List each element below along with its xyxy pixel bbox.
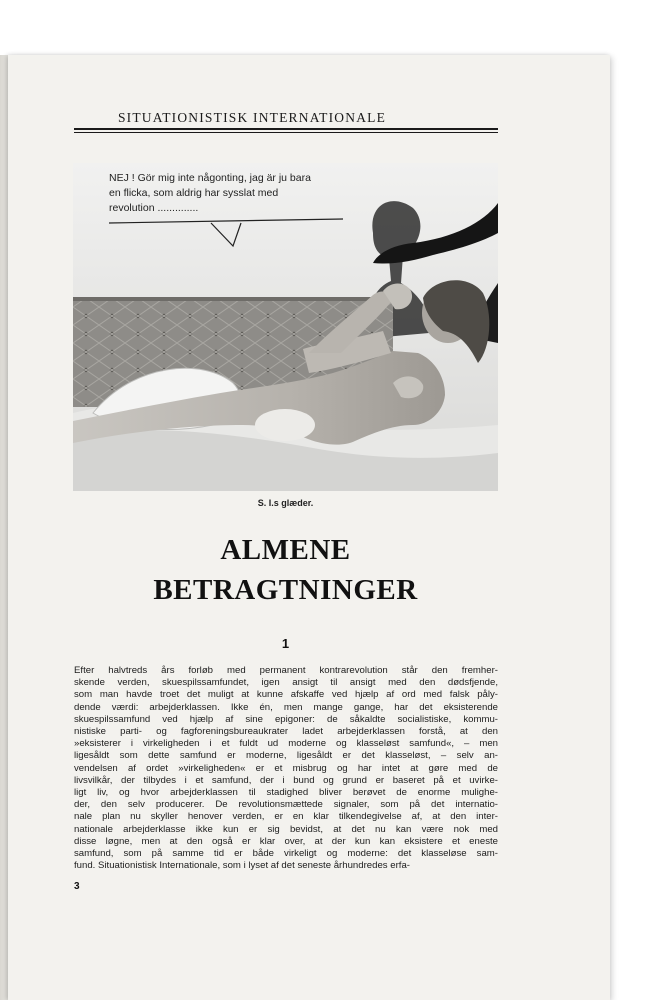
body-line: fund. Situationistisk Internationale, som i lyset af det seneste århundredes erfa- bbox=[74, 860, 410, 872]
body-line: skuespilssamfund ved hjælp af sine epigoner: de såkaldte socialistiske, kommu- bbox=[74, 713, 498, 725]
body-line: der, den selv producerer. De revolutionsmættede signaler, som på det internatio- bbox=[74, 799, 498, 811]
body-line: dende værdi: arbejderklassen. Ikke én, men mange gange, har det eksisterende bbox=[74, 701, 498, 713]
body-line: disse løgne, men at den også er klar over, at der kun kan eksistere et eneste bbox=[74, 835, 498, 847]
section-number: 1 bbox=[281, 636, 290, 651]
body-line: ligesåldt som dette samfund er moderne, ligesåldt er det klasseløst, – selv an- bbox=[74, 750, 498, 762]
body-line: samfund, som på samme tid er både virkeligt og moderne: det klasseløse sam- bbox=[74, 848, 498, 860]
speech-bubble-line: revolution .............. bbox=[109, 202, 199, 214]
body-line: livsvilkår, der tilbydes i et samfund, der i bund og grund er baseret på et uvirke- bbox=[74, 774, 498, 786]
body-line: nistiske parti- og fagforeningsbureaukrater ladet arbejderklassen forstå, at den bbox=[74, 726, 498, 738]
speech-bubble-line: NEJ ! Gör mig inte någonting, jag är ju bara bbox=[109, 172, 311, 184]
header-rule-thick bbox=[74, 128, 498, 130]
body-line: nationale arbejderklasse ikke kun er sig bevidst, at det nu kan være nok med bbox=[74, 823, 498, 835]
speech-bubble-text bbox=[109, 171, 349, 216]
page-number: 3 bbox=[74, 881, 80, 892]
body-line: Efter halvtreds års forløb med permanent kontrarevolution står den fremher- bbox=[74, 665, 498, 676]
body-line: vendelsen af ordet »virkeligheden« er et misbrug og har intet at gøre med de bbox=[74, 762, 498, 774]
body-line: »eksisterer i virkeligheden i et fuldt ud moderne og klasseløst samfund«, – men bbox=[74, 738, 498, 750]
speech-bubble-line: en flicka, som aldrig har sysslat med bbox=[109, 187, 279, 199]
running-header: SITUATIONISTISK INTERNATIONALE bbox=[117, 110, 387, 125]
comic-photograph bbox=[73, 163, 498, 491]
article-title bbox=[73, 530, 498, 610]
article-title-line: ALMENE bbox=[220, 534, 351, 566]
article-title-line: BETRAGTNINGER bbox=[153, 574, 418, 606]
article-body bbox=[74, 665, 498, 872]
body-line: skende verden, skuespilssamfundet, igen ansigt til ansigt med den dødsfjende, bbox=[74, 677, 498, 689]
body-line: ligt liv, og hvor arbejderklassen til stadighed bliver berøvet de enorme mulighe- bbox=[74, 787, 498, 799]
body-line: nale plan nu skyller henover verden, er en klar tilkendegivelse af, at den inter- bbox=[74, 811, 498, 823]
body-line: som man havde troet det muligt at kunne afskaffe ved hjælp af ord med falsk påly- bbox=[74, 689, 498, 701]
header-rule-thin bbox=[74, 132, 498, 133]
photo-caption: S. I.s glæder. bbox=[257, 498, 314, 508]
